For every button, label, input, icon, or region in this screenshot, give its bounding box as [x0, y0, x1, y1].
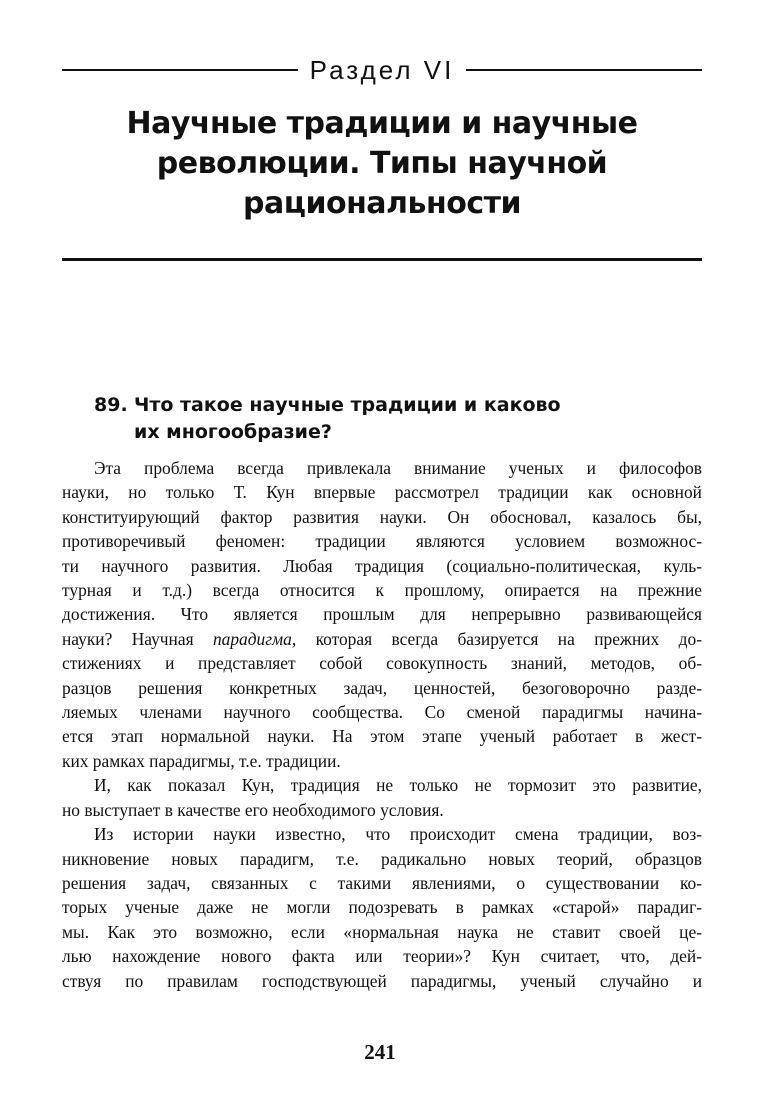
section-title [62, 104, 702, 224]
body-line: стижениях и представляет собой совокупность знаний, методов, об- [62, 653, 702, 674]
header-rule-left [62, 69, 298, 71]
body-line: конституирующий фактор развития науки. Он обосновал, казалось бы, [62, 506, 702, 527]
body-line: решения задач, связанных с такими явлениями, о существовании ко- [62, 872, 702, 893]
question-heading [94, 392, 654, 446]
italic-term: парадигма, [212, 628, 297, 649]
body-line: турная и т.д.) всегда относится к прошлому, опирается на прежние [62, 580, 702, 601]
body-line: ется этап нормальной науки. На этом этапе ученый работает в жест- [62, 726, 702, 747]
body-line: науки, но только Т. Кун впервые рассмотрел традиции как основной [62, 482, 702, 503]
body-line: достижения. Что является прошлым для непрерывно развивающейся [62, 604, 702, 625]
body-line: Эта проблема всегда привлекала внимание ученых и философов [94, 458, 702, 478]
body-line: Из истории науки известно, что происходит смена традиции, воз- [94, 824, 702, 845]
body-text [62, 456, 702, 993]
body-line: противоречивый феномен: традиции являются условием возможнос- [62, 531, 702, 552]
title-divider [62, 258, 702, 261]
question-title-line: их многообразие? [134, 421, 332, 443]
body-line: И, как показал Кун, традиция не только не тормозит это развитие, [94, 775, 702, 796]
body-line: никновение новых парадигм, т.е. радикально новых теорий, образцов [62, 848, 702, 869]
body-line: торых ученые даже не могли подозревать в рамках «старой» парадиг- [62, 897, 702, 918]
page-number: 241 [364, 1040, 396, 1064]
body-line [62, 627, 702, 651]
body-line: разцов решения конкретных задач, ценностей, безоговорочно разде- [62, 677, 702, 698]
body-segment: которая всегда базируется на прежних до- [296, 628, 702, 649]
section-label: Раздел VI [309, 54, 455, 85]
question-title-line: Что такое научные традиции и каково [134, 394, 561, 416]
section-title-line: Научные традиции и научные [126, 106, 638, 141]
body-line: ких рамках парадигмы, т.е. традиции. [62, 750, 341, 771]
body-line: мы. Как это возможно, если «нормальная наука не ставит своей це- [62, 921, 702, 942]
question-number: 89. [94, 394, 128, 416]
body-line: ти научного развития. Любая традиция (социально-политическая, куль- [62, 555, 702, 576]
header-rule-right [466, 69, 702, 71]
section-title-line: рациональности [242, 186, 522, 221]
body-segment: науки? Научная [62, 628, 213, 649]
body-line: но выступает в качестве его необходимого условия. [62, 799, 444, 820]
section-title-line: революции. Типы научной [156, 146, 608, 181]
body-line: ствуя по правилам господствующей парадигмы, ученый случайно и [62, 970, 702, 991]
body-line: ляемых членами научного сообщества. Со сменой парадигмы начина- [62, 702, 702, 723]
body-line: лью нахождение нового факта или теории»? Кун считает, что, дей- [62, 946, 702, 967]
section-header [62, 52, 702, 88]
